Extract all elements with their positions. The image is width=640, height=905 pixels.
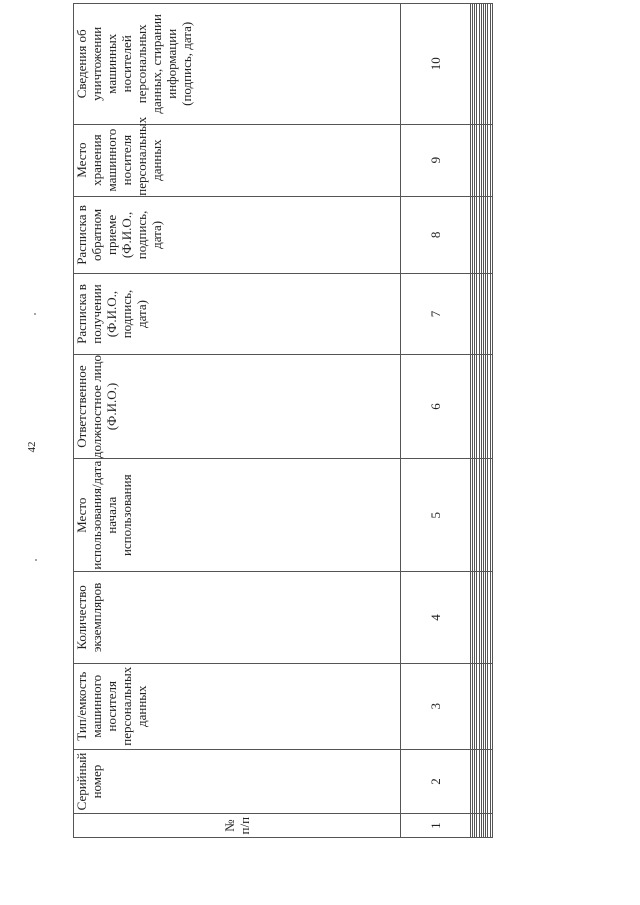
column-number: 8 [401, 196, 470, 273]
blank-rows [470, 4, 492, 838]
header-row [74, 4, 401, 838]
header-cell: Расписка в получении (Ф.И.О., подпись, дата) [74, 274, 401, 355]
column-number: 5 [401, 459, 470, 572]
header-cell: Место использования/дата начала использования [74, 459, 401, 572]
column-number: 1 [401, 814, 470, 838]
column-number: 7 [401, 274, 470, 355]
column-number: 10 [401, 4, 470, 125]
header-cell: Тип/емкость машинного носителя персональных данных [74, 663, 401, 749]
media-register-table [73, 3, 493, 838]
column-number-row [401, 4, 470, 838]
header-cell: Ответственное должностное лицо (Ф.И.О.) [74, 354, 401, 458]
page-number: 42 [26, 441, 38, 453]
column-number: 4 [401, 572, 470, 663]
column-number: 6 [401, 354, 470, 458]
blank-cell [490, 572, 492, 663]
column-number: 9 [401, 124, 470, 196]
blank-cell [490, 814, 492, 838]
blank-cell [490, 354, 492, 458]
blank-cell [490, 459, 492, 572]
column-number: 2 [401, 749, 470, 814]
blank-cell [490, 4, 492, 125]
blank-cell [490, 663, 492, 749]
register-table-rotated [73, 3, 493, 838]
header-cell: № п/п [74, 814, 401, 838]
blank-row [490, 4, 492, 838]
scan-speck [35, 559, 37, 561]
scan-speck [34, 313, 36, 315]
column-number: 3 [401, 663, 470, 749]
header-cell: Сведения об уничтожении машинных носителей персональных данных, стирании информации (подпись, дата) [74, 4, 401, 125]
blank-cell [490, 124, 492, 196]
header-cell: Количество экземпляров [74, 572, 401, 663]
blank-cell [490, 749, 492, 814]
header-cell: Место хранения машинного носителя персональных данных [74, 124, 401, 196]
header-cell: Расписка в обратном приеме (Ф.И.О., подпись, дата) [74, 196, 401, 273]
blank-cell [490, 274, 492, 355]
header-cell: Серийный номер [74, 749, 401, 814]
blank-cell [490, 196, 492, 273]
